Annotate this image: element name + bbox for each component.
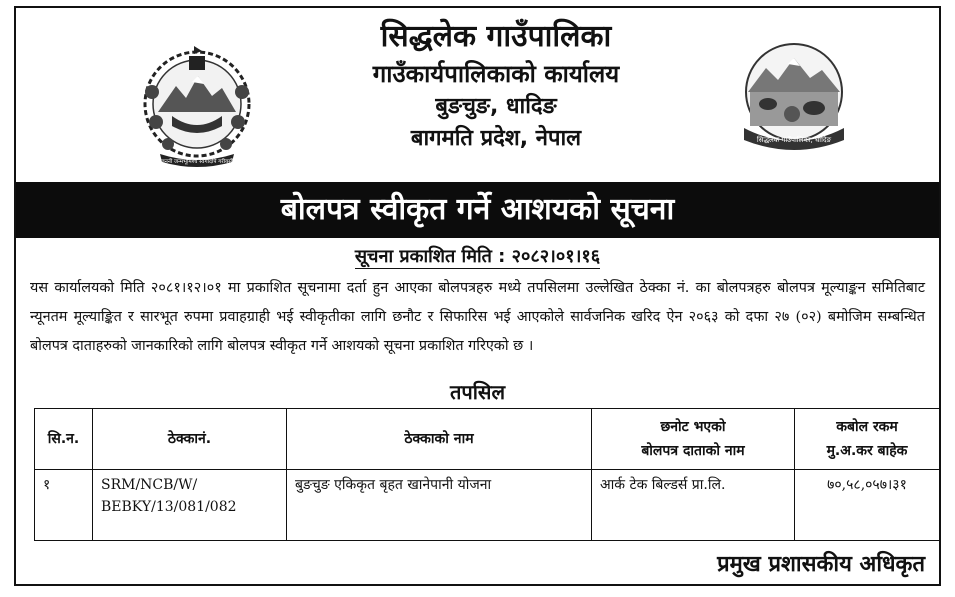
logo-caption: सिद्धलेक गाउँपालिका, धादिङ xyxy=(756,136,832,144)
address-line-1: बुङचुङ, धादिङ xyxy=(435,94,557,119)
signature-title: प्रमुख प्रशासकीय अधिकृत xyxy=(717,552,925,577)
cell-bidder: आर्क टेक बिल्डर्स प्रा.लि. xyxy=(592,470,795,541)
col-bidder-line2: बोलपत्र दाताको नाम xyxy=(641,443,745,459)
table-row xyxy=(35,470,940,541)
table-header-row xyxy=(35,409,940,470)
nepal-emblem-icon xyxy=(132,42,262,172)
municipality-logo-icon xyxy=(738,42,850,152)
published-date xyxy=(16,244,939,268)
col-contract-name: ठेक्काको नाम xyxy=(287,409,592,470)
contract-no-line1: SRM/NCB/W/ xyxy=(101,477,198,493)
office-header xyxy=(276,19,716,156)
cell-amount: ७०,५८,०५७।३१ xyxy=(795,470,940,541)
col-contract-no: ठेक्कानं. xyxy=(93,409,287,470)
emblem-motto: जननी जन्मभूमिश्च स्वर्गादपि गरीयसी xyxy=(160,159,234,165)
cell-contract-name: बुङचुङ एकिकृत बृहत खानेपानी योजना xyxy=(287,470,592,541)
col-bidder xyxy=(592,409,795,470)
contract-no-line2: BEBKY/13/081/082 xyxy=(101,499,237,515)
schedule-title: तपसिल xyxy=(449,380,506,404)
cell-contract-no xyxy=(93,470,287,541)
col-amount xyxy=(795,409,940,470)
notice-title-banner: बोलपत्र स्वीकृत गर्ने आशयको सूचना xyxy=(16,182,939,238)
notice-frame xyxy=(14,6,941,586)
notice-body: यस कार्यालयको मिति २०८१।१२।०१ मा प्रकाशित सूचनामा दर्ता हुन आएका बोलपत्रहरु मध्ये तपसिलमा उल्लेखित ठेक्का नं. का बोलपत्रहरु बोलपत्र मूल्याङ्कन समितिबाट न्यूनतम मूल्याङ्कित र सारभूत रुपमा प्रवाहग्राही भई स्वीकृतीका लागि छनौट र सिफारिस भई आएकोले सार्वजनिक खरिद ऐन २०६३ को दफा २७ (०२) बमोजिम सम्बन्धित बोलपत्र दाताहरुको जानकारिको लागि बोलपत्र स्वीकृत गर्ने आशयको सूचना प्रकाशित गरिएको छ । xyxy=(30,280,925,354)
office-name: गाउँकार्यपालिकाको कार्यालय xyxy=(372,60,620,88)
contract-table xyxy=(34,408,940,541)
col-sn: सि.न. xyxy=(35,409,93,470)
address-line-2: बागमति प्रदेश, नेपाल xyxy=(410,126,582,151)
published-date-text: सूचना प्रकाशित मिति : २०८२।०१।१६ xyxy=(354,246,601,267)
municipality-name: सिद्धलेक गाउँपालिका xyxy=(380,19,612,54)
col-amount-line2: मु.अ.कर बाहेक xyxy=(826,443,908,459)
cell-sn: १ xyxy=(35,470,93,541)
col-bidder-line1: छनोट भएको xyxy=(660,419,726,435)
col-amount-line1: कबोल रकम xyxy=(836,419,898,435)
